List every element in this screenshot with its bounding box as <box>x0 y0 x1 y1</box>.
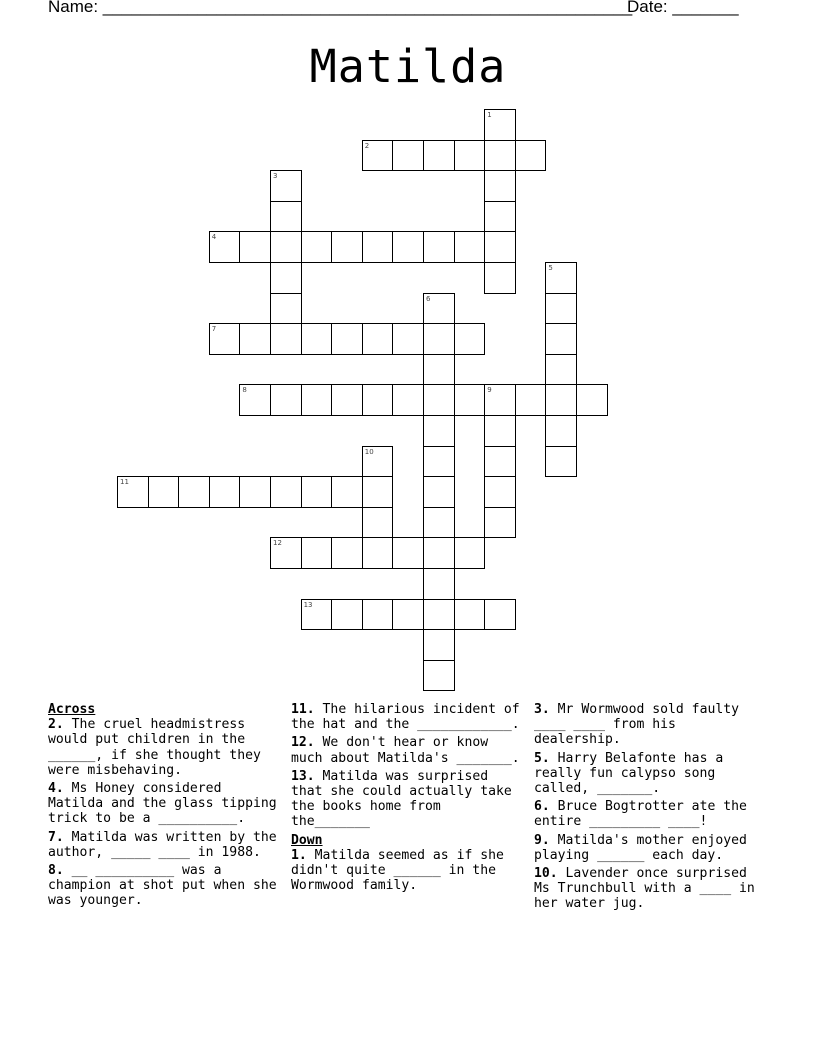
cell-number: 1 <box>487 111 492 119</box>
crossword-cell[interactable] <box>362 140 394 172</box>
crossword-cell[interactable] <box>545 293 577 325</box>
crossword-cell[interactable] <box>362 507 394 539</box>
crossword-cell[interactable] <box>484 476 516 508</box>
crossword-cell[interactable] <box>423 354 455 386</box>
crossword-cell[interactable] <box>423 476 455 508</box>
crossword-cell[interactable] <box>362 537 394 569</box>
clue-text: Matilda's mother enjoyed playing ______ each day. <box>534 832 747 863</box>
crossword-cell[interactable] <box>331 384 363 416</box>
cell-number: 3 <box>273 172 278 181</box>
cell-number: 5 <box>548 264 553 272</box>
clue-number: 12. <box>291 735 315 751</box>
clue-number: 6. <box>534 799 550 815</box>
clue-text: Harry Belafonte has a really fun calypso song called, _______. <box>534 750 724 797</box>
crossword-cell[interactable] <box>117 476 149 508</box>
crossword-cell[interactable] <box>270 170 302 202</box>
crossword-cell[interactable] <box>423 415 455 447</box>
clue-text: Lavender once surprised Ms Trunchbull with a ____ in her water jug. <box>534 866 755 912</box>
crossword-cell[interactable] <box>392 231 424 263</box>
crossword-cell[interactable] <box>270 293 302 325</box>
crossword-cell[interactable] <box>545 446 577 478</box>
crossword-cell[interactable] <box>545 262 577 294</box>
across-heading: Across <box>48 702 96 717</box>
crossword-cell[interactable] <box>331 231 363 263</box>
crossword-cell[interactable] <box>301 231 333 263</box>
crossword-cell[interactable] <box>301 537 333 569</box>
clue-text: The cruel headmistress would put children in the ______, if she thought they were misbehaving. <box>48 717 261 778</box>
cell-number: 11 <box>120 478 129 487</box>
clue-number: 9. <box>534 832 550 848</box>
clue-across-8 <box>48 863 284 909</box>
crossword-cell[interactable] <box>423 629 455 661</box>
clue-text: Matilda was written by the author, _____ ____ in 1988. <box>48 829 277 860</box>
cell-number: 6 <box>426 294 431 303</box>
clue-across-13 <box>291 769 527 830</box>
crossword-cell[interactable] <box>331 323 363 355</box>
crossword-cell[interactable] <box>392 140 424 172</box>
crossword-cell[interactable] <box>484 507 516 539</box>
cell-number: 7 <box>211 325 217 334</box>
crossword-cell[interactable] <box>423 599 455 631</box>
crossword-cell[interactable] <box>484 599 516 631</box>
crossword-cell[interactable] <box>392 323 424 355</box>
crossword-cell[interactable] <box>270 476 302 508</box>
clue-text: Mr Wormwood sold faulty ____ ____ from his dealership. <box>534 702 739 748</box>
crossword-cell[interactable] <box>362 446 394 478</box>
crossword-cell[interactable] <box>454 537 486 569</box>
crossword-cell[interactable] <box>423 140 455 172</box>
crossword-cell[interactable] <box>362 384 394 416</box>
crossword-cell[interactable] <box>576 384 608 416</box>
crossword-cell[interactable] <box>515 384 547 416</box>
crossword-cell[interactable] <box>331 476 363 508</box>
clue-text: Bruce Bogtrotter ate the entire _________ ____! <box>534 799 747 830</box>
crossword-cell[interactable] <box>301 476 333 508</box>
clue-number: 8. <box>48 863 64 879</box>
crossword-cell[interactable] <box>270 231 302 263</box>
clue-across-2 <box>48 717 284 778</box>
crossword-cell[interactable] <box>270 537 302 569</box>
crossword-cell[interactable] <box>209 323 241 355</box>
clue-text: Matilda was surprised that she could actually take the books home from the_______ <box>291 768 512 830</box>
clue-text: Matilda seemed as if she didn't quite ______ in the Wormwood family. <box>291 847 504 894</box>
crossword-cell[interactable] <box>454 140 486 172</box>
cell-number: 2 <box>364 141 370 150</box>
crossword-cell[interactable] <box>362 476 394 508</box>
clue-down-1 <box>291 848 527 894</box>
crossword-cell[interactable] <box>423 293 455 325</box>
cell-number: 9 <box>487 386 492 395</box>
cell-number: 10 <box>364 447 374 456</box>
clue-down-5 <box>534 751 770 797</box>
crossword-cell[interactable] <box>301 323 333 355</box>
clue-text: We don't hear or know much about Matilda's _______. <box>291 735 520 766</box>
name-field: Name: ________________________________________________________ <box>48 0 633 16</box>
crossword-cell[interactable] <box>423 323 455 355</box>
clue-across-7 <box>48 830 284 860</box>
crossword-cell[interactable] <box>209 476 241 508</box>
crossword-cell[interactable] <box>423 231 455 263</box>
clues-column-2 <box>291 702 527 896</box>
clue-down-10 <box>534 866 770 912</box>
clue-number: 5. <box>534 750 550 766</box>
crossword-cell[interactable] <box>239 323 271 355</box>
crossword-cell[interactable] <box>270 384 302 416</box>
clue-number: 1. <box>291 847 307 863</box>
cell-number: 4 <box>211 233 217 242</box>
crossword-cell[interactable] <box>423 568 455 600</box>
crossword-cell[interactable] <box>148 476 180 508</box>
clue-number: 2. <box>48 717 64 733</box>
crossword-cell[interactable] <box>484 231 516 263</box>
cell-number: 13 <box>303 600 313 609</box>
crossword-cell[interactable] <box>301 599 333 631</box>
crossword-cell[interactable] <box>484 446 516 478</box>
crossword-cell[interactable] <box>423 384 455 416</box>
crossword-cell[interactable] <box>545 384 577 416</box>
crossword-cell[interactable] <box>484 415 516 447</box>
crossword-cell[interactable] <box>454 384 486 416</box>
clue-number: 13. <box>291 768 315 784</box>
clue-down-3 <box>534 702 770 748</box>
clue-down-9 <box>534 833 770 863</box>
clue-number: 7. <box>48 829 64 845</box>
crossword-cell[interactable] <box>362 323 394 355</box>
clues-column-1 <box>48 702 284 912</box>
crossword-cell[interactable] <box>178 476 210 508</box>
date-field: Date: _______ <box>627 0 739 16</box>
cell-number: 12 <box>273 539 282 548</box>
crossword-cell[interactable] <box>484 140 516 172</box>
crossword-cell[interactable] <box>331 599 363 631</box>
clue-across-4 <box>48 781 284 827</box>
crossword-cell[interactable] <box>545 323 577 355</box>
down-heading: Down <box>291 832 323 848</box>
crossword-cell[interactable] <box>454 323 486 355</box>
crossword-cell[interactable] <box>239 476 271 508</box>
clue-text: __ __________ was a champion at shot put when she was younger. <box>48 863 277 909</box>
crossword-cell[interactable] <box>392 537 424 569</box>
crossword-cell[interactable] <box>484 262 516 294</box>
crossword-cell[interactable] <box>423 537 455 569</box>
crossword-cell[interactable] <box>423 507 455 539</box>
crossword-cell[interactable] <box>423 446 455 478</box>
clue-down-6 <box>534 799 770 829</box>
crossword-cell[interactable] <box>545 415 577 447</box>
crossword-cell[interactable] <box>515 140 547 172</box>
crossword-cell[interactable] <box>392 599 424 631</box>
crossword-cell[interactable] <box>331 537 363 569</box>
crossword-cell[interactable] <box>301 384 333 416</box>
crossword-cell[interactable] <box>423 660 455 692</box>
crossword-cell[interactable] <box>362 599 394 631</box>
clue-number: 10. <box>534 866 558 882</box>
crossword-cell[interactable] <box>484 384 516 416</box>
clues-column-3 <box>534 702 770 915</box>
crossword-cell[interactable] <box>239 231 271 263</box>
crossword-cell[interactable] <box>270 201 302 233</box>
clue-number: 4. <box>48 781 64 797</box>
clue-across-11 <box>291 702 527 732</box>
cell-number: 8 <box>242 386 247 395</box>
page-title: Matilda <box>309 40 507 93</box>
crossword-cell[interactable] <box>454 599 486 631</box>
crossword-cell[interactable] <box>392 384 424 416</box>
crossword-cell[interactable] <box>270 323 302 355</box>
crossword-cell[interactable] <box>484 109 516 141</box>
clue-number: 11. <box>291 702 315 717</box>
crossword-cell[interactable] <box>484 170 516 202</box>
crossword-cell[interactable] <box>209 231 241 263</box>
crossword-cell[interactable] <box>362 231 394 263</box>
clue-text: Ms Honey considered Matilda and the glass tipping trick to be a __________. <box>48 781 277 827</box>
crossword-cell[interactable] <box>454 231 486 263</box>
clue-across-12 <box>291 735 527 765</box>
clue-number: 3. <box>534 702 550 717</box>
crossword-cell[interactable] <box>484 201 516 233</box>
clue-text: The hilarious incident of the hat and the ____________. <box>291 702 520 733</box>
crossword-cell[interactable] <box>270 262 302 294</box>
crossword-cell[interactable] <box>239 384 271 416</box>
crossword-cell[interactable] <box>545 354 577 386</box>
